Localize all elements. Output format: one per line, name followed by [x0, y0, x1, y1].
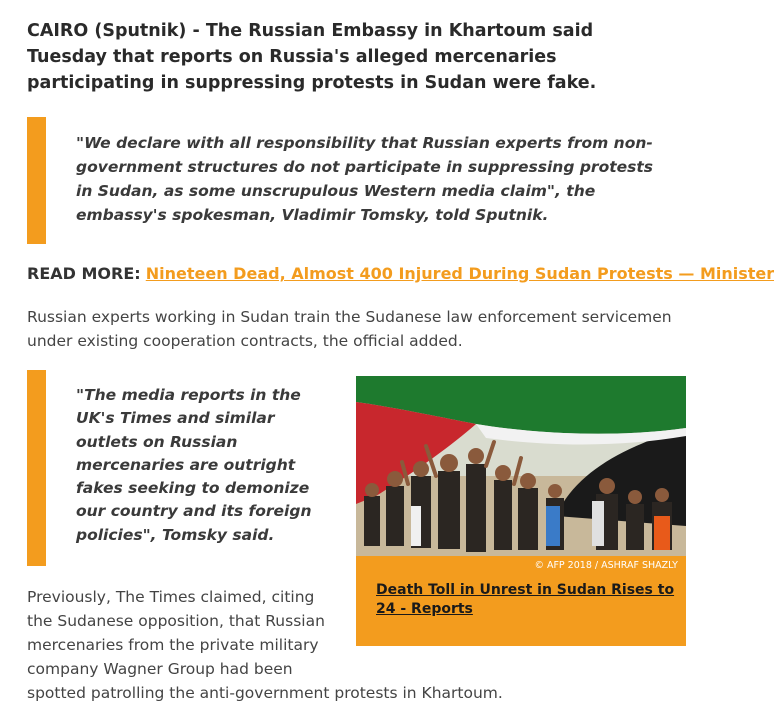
protest-photo-illustration [356, 376, 686, 556]
quote-bar [27, 117, 46, 244]
read-more-label: READ MORE: [27, 264, 141, 283]
quote-bar [27, 370, 46, 566]
related-article-photo[interactable] [356, 376, 686, 556]
tomsky-quote: "The media reports in the UK's Times and similar outlets on Russian mercenaries are outright fakes seeking to demonize our country and its foreign policies", Tomsky said. [76, 386, 312, 544]
read-more [27, 262, 774, 286]
paragraph-line: the Sudanese opposition, that Russian [27, 612, 325, 630]
related-article-title[interactable]: Death Toll in Unrest in Sudan Rises to 24 - Reports [376, 582, 675, 617]
embassy-quote: "We declare with all responsibility that Russian experts from non-government structures do not participate in suppressing protests in Sudan, as some unscrupulous Western media claim", the embassy's spokesman, Vladimir Tomsky, told Sputnik. [76, 134, 654, 224]
photo-credit: © AFP 2018 / ASHRAF SHAZLY [534, 560, 678, 571]
paragraph-line: Previously, The Times claimed, citing [27, 588, 315, 606]
related-article-card[interactable] [356, 376, 686, 646]
read-more-link[interactable]: Nineteen Dead, Almost 400 Injured During Sudan Protests — Minister [145, 264, 774, 283]
paragraph-line: spotted patrolling the anti-government protests in Khartoum. [27, 684, 503, 702]
article-paragraph: Russian experts working in Sudan train the Sudanese law enforcement servicemen under existing cooperation contracts, the official added. [27, 308, 672, 350]
article-lead: CAIRO (Sputnik) - The Russian Embassy in Khartoum said Tuesday that reports on Russia's alleged mercenaries participating in suppressing protests in Sudan were fake. [27, 21, 597, 93]
paragraph-line: company Wagner Group had been [27, 660, 293, 678]
paragraph-line: mercenaries from the private military [27, 636, 319, 654]
